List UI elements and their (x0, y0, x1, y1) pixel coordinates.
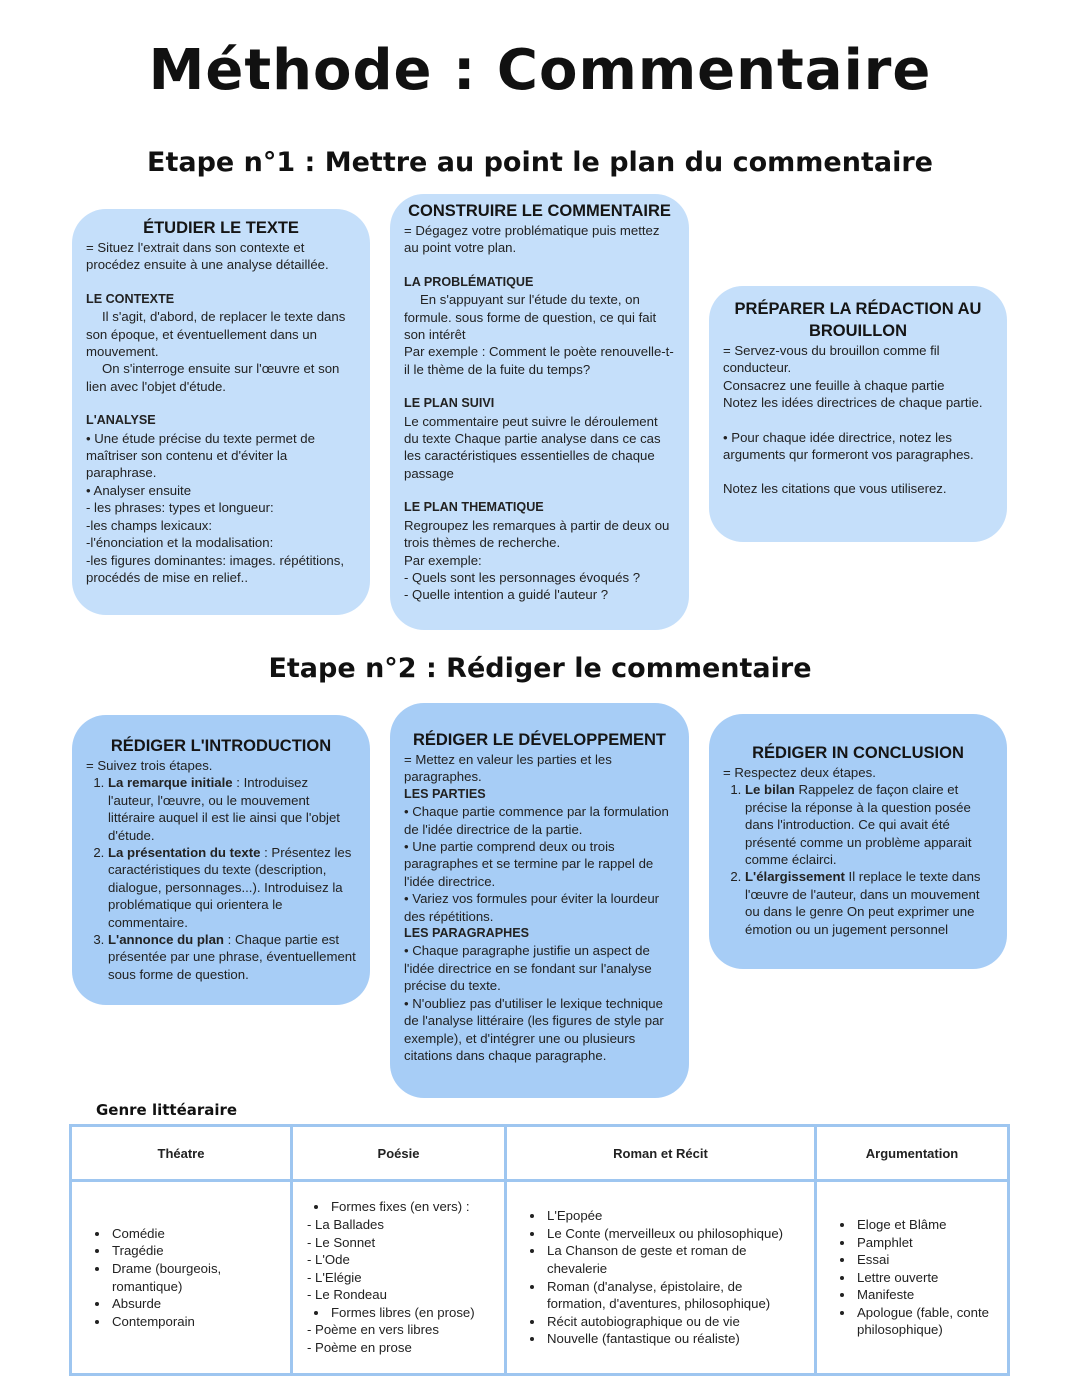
steps-list (723, 781, 993, 938)
paragraph: = Servez-vous du brouillon comme fil conducteur. (723, 343, 940, 376)
list-item: • Eloge et Blâme (855, 1216, 995, 1234)
genre-table (69, 1124, 1010, 1376)
list-item: 1. La remarque initiale : Introduisez l'auteur, l'œuvre, ou le mouvement littéraire auquel il est lie ainsi que l'objet d'étude. (108, 774, 356, 844)
list-item: - les phrases: types et longueur: (86, 500, 274, 516)
list-item: 2. La présentation du texte : Présentez les caractéristiques du texte (description, dialogue, personnages...). Introduisez la problématique qui orientera le commentaire. (108, 844, 356, 931)
list-item: • Apologue (fable, conte philosophique) (855, 1304, 995, 1339)
card-heading: PRÉPARER LA RÉDACTION AU BROUILLON (734, 300, 982, 340)
list-item: - L'Elégie (307, 1269, 362, 1285)
list-item: • Pamphlet (855, 1234, 995, 1252)
table-header-row (71, 1126, 1009, 1181)
list-item: • Une étude précise du texte permet de maîtriser son contenu et d'éviter la paraphrase. (86, 430, 315, 481)
column-header: Théatre (71, 1126, 292, 1181)
section-title: LE PLAN THEMATIQUE (404, 500, 544, 515)
list-item: • Lettre ouverte (855, 1269, 995, 1287)
card-rediger-developpement (390, 703, 689, 1098)
list-item: -les champs lexicaux: (86, 517, 213, 533)
card-intro: = Respectez deux étapes. (723, 765, 876, 780)
list-item: • Chaque partie commence par la formulation de l'idée directrice de la partie. (404, 804, 669, 837)
list-item: • Le Conte (merveilleux ou philosophique) (545, 1225, 802, 1243)
paragraph: Le commentaire peut suivre le déroulement du texte Chaque partie analyse dans ce cas les caractéristiques essentielles de chaque passage (404, 413, 661, 481)
card-intro: = Mettez en valeur les parties et les paragraphes. (404, 752, 612, 785)
list-item: Regroupez les remarques à partir de deux ou trois thèmes de recherche. (404, 517, 670, 551)
list-item: • Essai (855, 1251, 995, 1269)
card-heading: RÉDIGER L'INTRODUCTION (110, 737, 332, 755)
list-item: -l'énonciation et la modalisation: (86, 535, 274, 551)
list-item: • Drame (bourgeois, romantique) (110, 1260, 278, 1295)
paragraph: • Pour chaque idée directrice, notez les arguments qur formeront vos paragraphes. (723, 429, 974, 463)
section-title: LE CONTEXTE (86, 291, 175, 306)
list-item: - L'Ode (307, 1252, 350, 1268)
table-row (71, 1181, 1009, 1375)
card-rediger-conclusion (709, 714, 1007, 969)
cell-poesie (292, 1181, 506, 1375)
paragraph: En s'appuyant sur l'étude du texte, on formule. sous forme de question, ce qui fait son intérêt (404, 292, 657, 343)
paragraph: On s'interroge ensuite sur l'œuvre et son lien avec l'objet d'étude. (86, 361, 340, 394)
list-item: • Une partie comprend deux ou trois paragraphes et se termine par le rappel de l'idée directrice. (404, 839, 654, 889)
genre-table-label: Genre littéaraire (96, 1101, 238, 1119)
card-intro: = Situez l'extrait dans son contexte et procédez ensuite à une analyse détaillée. (86, 240, 329, 273)
card-heading: CONSTRUIRE LE COMMENTAIRE (408, 202, 671, 220)
step-2-title: Etape n°2 : Rédiger le commentaire (268, 653, 812, 684)
list-item: • Variez vos formules pour éviter la lourdeur des répétitions. (404, 891, 660, 924)
card-intro: = Suivez trois étapes. (86, 758, 213, 773)
column-header: Roman et Récit (506, 1126, 816, 1181)
list-item: • La Chanson de geste et roman de chevalerie (545, 1242, 802, 1277)
list-item: • N'oubliez pas d'utiliser le lexique technique de l'analyse littéraire (les figures de style par exemple), et d'intégrer une ou plusieurs citations dans chaque paragraphe. (404, 995, 664, 1063)
steps-list (86, 774, 356, 983)
card-etudier-texte (72, 209, 370, 615)
card-rediger-introduction (72, 715, 370, 1005)
list-item: • Formes libres (en prose) (329, 1304, 492, 1322)
list-item: - Le Rondeau (307, 1287, 387, 1303)
list-item: -les figures dominantes: images. répétitions, procédés de mise en relief.. (86, 552, 345, 585)
cell-theatre (71, 1181, 292, 1375)
paragraph: Consacrez une feuille à chaque partie (723, 377, 945, 393)
cell-argumentation (816, 1181, 1009, 1375)
list-item: • L'Epopée (545, 1207, 802, 1225)
list-item: - Poème en vers libres (307, 1322, 439, 1338)
list-item: • Absurde (110, 1295, 278, 1313)
list-item: • Contemporain (110, 1313, 278, 1331)
section-title: LE PLAN SUIVI (404, 396, 495, 411)
paragraph: Notez les citations que vous utiliserez. (723, 481, 947, 497)
section-title: LES PARTIES (404, 786, 486, 801)
list-item: - Le Sonnet (307, 1234, 376, 1250)
list-item: Par exemple: (404, 552, 482, 568)
section-title: LA PROBLÉMATIQUE (404, 274, 534, 289)
list-item: 1. Le bilan Rappelez de façon claire et précise la réponse à la question posée dans l'introduction. Ce qui avait été présenté comme un problème apparait comme éclairci. (745, 781, 993, 868)
card-preparer-redaction (709, 286, 1007, 542)
list-item: • Récit autobiographique ou de vie (545, 1313, 802, 1331)
page-title: Méthode : Commentaire (148, 38, 932, 103)
column-header: Argumentation (816, 1126, 1009, 1181)
paragraph: Notez les idées directrices de chaque partie. (723, 395, 983, 411)
cell-roman (506, 1181, 816, 1375)
list-item: - Poème en prose (307, 1340, 412, 1356)
card-heading: RÉDIGER IN CONCLUSION (752, 744, 964, 762)
card-heading: RÉDIGER LE DÉVELOPPEMENT (412, 731, 667, 749)
list-item: • Nouvelle (fantastique ou réaliste) (545, 1330, 802, 1348)
paragraph: Il s'agit, d'abord, de replacer le texte dans son époque, et éventuellement dans un mouvement. (86, 309, 346, 360)
list-item: • Analyser ensuite (86, 482, 192, 498)
list-item: • Roman (d'analyse, épistolaire, de formation, d'aventures, philosophique) (545, 1278, 802, 1313)
card-intro: = Dégagez votre problématique puis mettez au point votre plan. (404, 223, 660, 256)
list-item: - La Ballades (307, 1216, 384, 1232)
step-1-title: Etape n°1 : Mettre au point le plan du commentaire (147, 147, 933, 178)
card-heading: ÉTUDIER LE TEXTE (143, 219, 299, 237)
list-item: • Tragédie (110, 1242, 278, 1260)
list-item: - Quelle intention a guidé l'auteur ? (404, 587, 609, 603)
list-item: 3. L'annonce du plan : Chaque partie est présentée par une phrase, éventuellement sous forme de question. (108, 931, 356, 983)
list-item: - Quels sont les personnages évoqués ? (404, 569, 641, 585)
list-item: • Chaque paragraphe justifie un aspect de l'idée directrice en se fondant sur l'analyse précise du texte. (404, 943, 652, 994)
list-item: • Formes fixes (en vers) : (329, 1198, 492, 1216)
column-header: Poésie (292, 1126, 506, 1181)
list-item: • Comédie (110, 1225, 278, 1243)
list-item: • Manifeste (855, 1286, 995, 1304)
paragraph: Par exemple : Comment le poète renouvelle-t-il le thème de la fuite du temps? (404, 344, 674, 377)
section-title: L'ANALYSE (86, 413, 156, 428)
list-item: 2. L'élargissement Il replace le texte dans l'œuvre de l'auteur, dans un mouvement ou dans le genre On peut exprimer une émotion ou un jugement personnel (745, 868, 993, 938)
card-construire-commentaire (390, 194, 689, 630)
section-title: LES PARAGRAPHES (404, 926, 530, 941)
